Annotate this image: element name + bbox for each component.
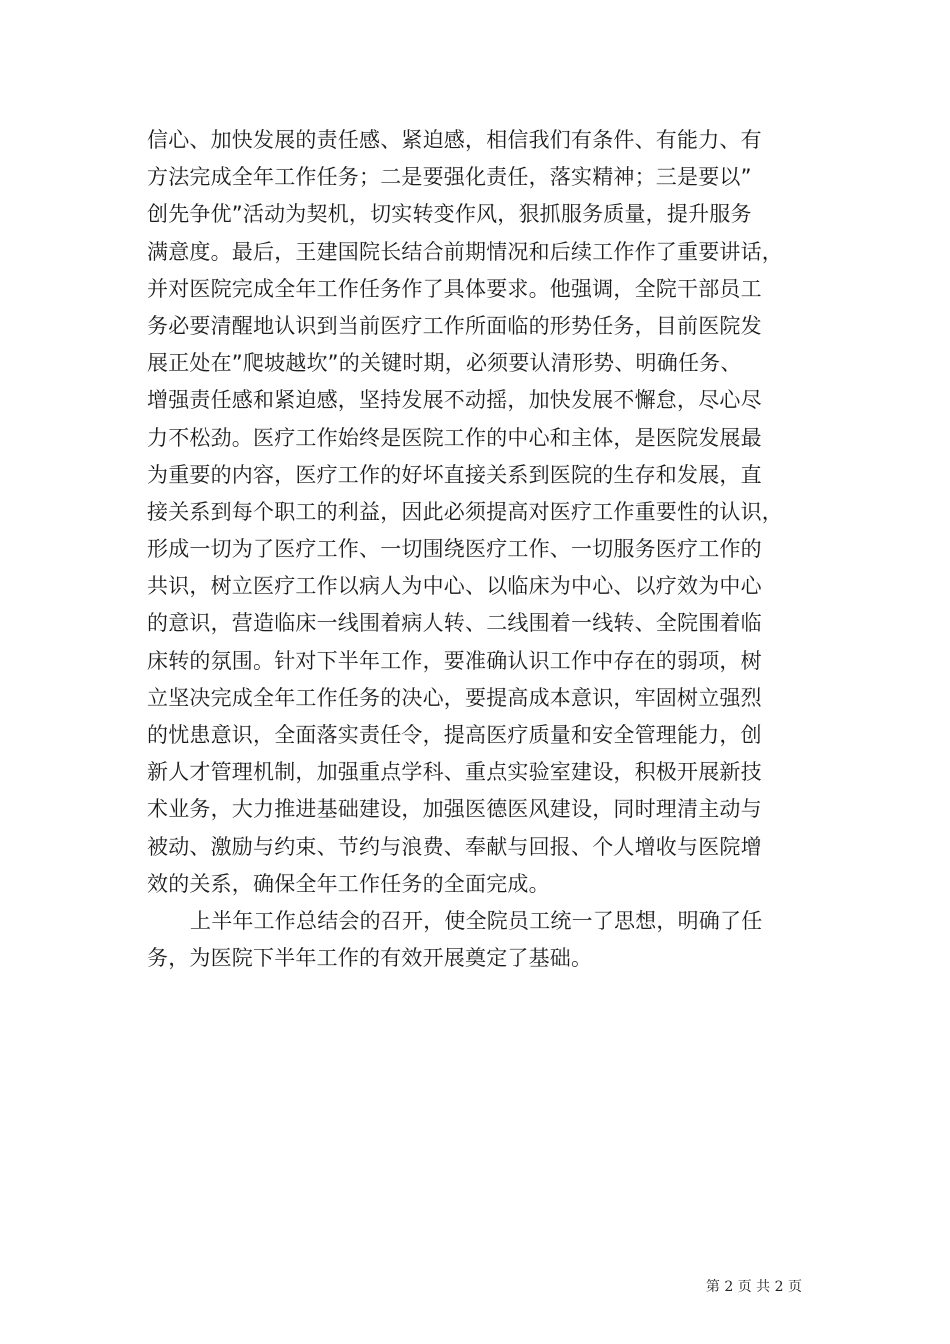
text-line: 立坚决完成全年工作任务的决心，要提高成本意识，牢固树立强烈 (147, 685, 762, 710)
page-number: 第 2 页 共 2 页 (705, 1279, 802, 1295)
text-line: 形成一切为了医疗工作、一切围绕医疗工作、一切服务医疗工作的 (147, 537, 762, 562)
text-line: 被动、激励与约束、节约与浪费、奉献与回报、个人增收与医院增 (147, 834, 762, 859)
document-body (147, 122, 827, 977)
page-footer (0, 1276, 950, 1296)
text-line: 力不松劲。医疗工作始终是医院工作的中心和主体，是医院发展最 (147, 425, 762, 450)
text-line: 信心、加快发展的责任感、紧迫感，相信我们有条件、有能力、有 (147, 128, 762, 152)
text-line: 新人才管理机制，加强重点学科、重点实验室建设，积极开展新技 (147, 760, 762, 785)
text-line: 务，为医院下半年工作的有效开展奠定了基础。 (147, 946, 593, 971)
paragraph-1 (147, 122, 827, 903)
text-line: 床转的氛围。针对下半年工作，要准确认识工作中存在的弱项，树 (147, 648, 762, 673)
text-line: 并对医院完成全年工作任务作了具体要求。他强调，全院干部员工 (147, 276, 762, 301)
text-line: 的忧患意识，全面落实责任令，提高医疗质量和安全管理能力，创 (147, 723, 762, 747)
text-line: 为重要的内容，医疗工作的好坏直接关系到医院的生存和发展，直 (147, 462, 762, 487)
text-line: 接关系到每个职工的利益，因此必须提高对医疗工作重要性的认识， (147, 499, 783, 524)
text-line: 术业务，大力推进基础建设，加强医德医风建设，同时理清主动与 (147, 797, 762, 822)
text-line: 共识，树立医疗工作以病人为中心、以临床为中心、以疗效为中心 (147, 574, 762, 599)
text-line: 满意度。最后，王建国院长结合前期情况和后续工作作了重要讲话， (147, 239, 783, 264)
text-line: 展正处在”爬坡越坎”的关键时期，必须要认清形势、明确任务、 (147, 351, 742, 376)
text-line: 的意识，营造临床一线围着病人转、二线围着一线转、全院围着临 (147, 611, 762, 636)
text-line: 效的关系，确保全年工作任务的全面完成。 (147, 871, 550, 896)
text-line: 创先争优”活动为契机，切实转变作风，狠抓服务质量，提升服务 (147, 202, 752, 227)
text-line: 务必要清醒地认识到当前医疗工作所面临的形势任务，目前医院发 (147, 313, 762, 338)
paragraph-2 (147, 903, 827, 977)
text-line: 方法完成全年工作任务；二是要强化责任，落实精神；三是要以” (147, 165, 752, 190)
text-line: 增强责任感和紧迫感，坚持发展不动摇，加快发展不懈怠，尽心尽 (147, 388, 762, 413)
text-line: 上半年工作总结会的召开，使全院员工统一了思想，明确了任 (190, 908, 763, 933)
